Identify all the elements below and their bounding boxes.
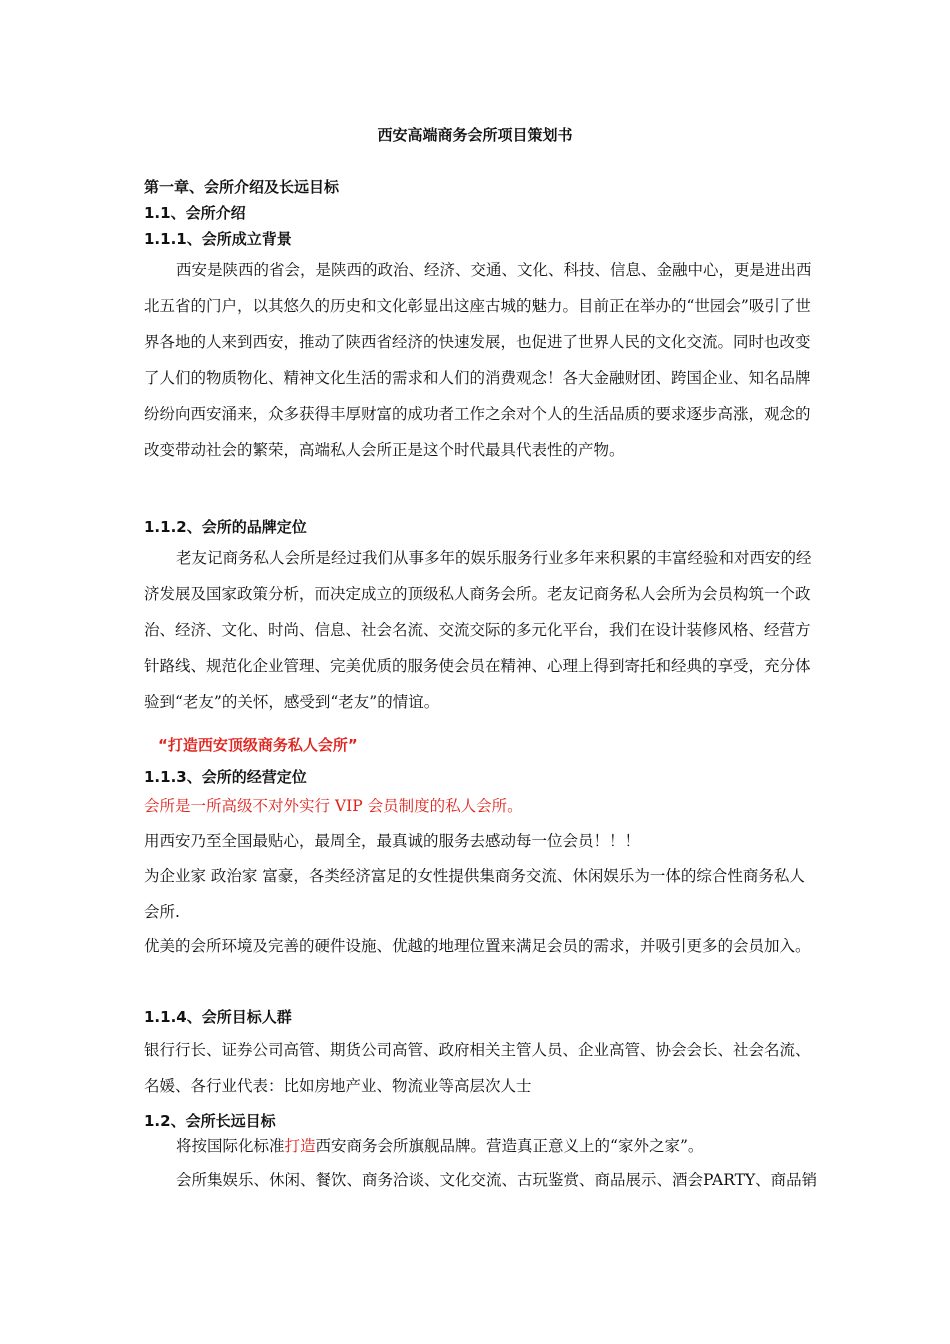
operation-statement-vip: 会所是一所高级不对外实行 VIP 会员制度的私人会所。 <box>144 797 523 815</box>
operation-statement-audience: 为企业家 政治家 富豪，各类经济富足的女性提供集商务交流、休闲娱乐为一体的综合性商务私人会所. <box>144 867 805 921</box>
paragraph-brand: 老友记商务私人会所是经过我们从事多年的娱乐服务行业多年来积累的丰富经验和对西安的经济发展及国家政策分析，而决定成立的顶级私人商务会所。老友记商务私人会所为会员构筑一个政治、经济、文化、时尚、信息、社会名流、交流交际的多元化平台，我们在设计装修风格、经营方针路线、规范化企业管理、完美优质的服务使会员在精神、心理上得到寄托和经典的享受，充分体验到“老友”的关怀，感受到“老友”的情谊。 <box>144 549 812 711</box>
section-heading-1-1-2: 1.1.2、会所的品牌定位 <box>144 518 307 536</box>
section-heading-1-1: 1.1、会所介绍 <box>144 204 246 222</box>
operation-statement-environment: 优美的会所环境及完善的硬件设施、优越的地理位置来满足会员的需求，并吸引更多的会员加入。 <box>144 937 811 955</box>
paragraph-target-group: 银行行长、证券公司高管、期货公司高管、政府相关主管人员、企业高管、协会会长、社会名流、名媛、各行业代表：比如房地产业、物流业等高层次人士 <box>144 1041 811 1095</box>
operation-statement-service: 用西安乃至全国最贴心，最周全，最真诚的服务去感动每一位会员！！！ <box>144 832 641 850</box>
chapter-heading: 第一章、会所介绍及长远目标 <box>144 178 340 196</box>
document-title: 西安高端商务会所项目策划书 <box>377 126 573 144</box>
goal-line-2: 会所集娱乐、休闲、餐饮、商务洽谈、文化交流、古玩鉴赏、商品展示、酒会PARTY、商品销 <box>176 1171 818 1189</box>
section-heading-1-1-1: 1.1.1、会所成立背景 <box>144 230 292 248</box>
section-heading-1-2: 1.2、会所长远目标 <box>144 1112 276 1130</box>
section-heading-1-1-4: 1.1.4、会所目标人群 <box>144 1008 292 1026</box>
slogan: “打造西安顶级商务私人会所” <box>158 736 358 754</box>
paragraph-background: 西安是陕西的省会，是陕西的政治、经济、交通、文化、科技、信息、金融中心，更是进出西北五省的门户，以其悠久的历史和文化彰显出这座古城的魅力。目前正在举办的“世园会”吸引了世界各地的人来到西安，推动了陕西省经济的快速发展，也促进了世界人民的文化交流。同时也改变了人们的物质物化、精神文化生活的需求和人们的消费观念！各大金融财团、跨国企业、知名品牌纷纷向西安涌来，众多获得丰厚财富的成功者工作之余对个人的生活品质的要求逐步高涨，观念的改变带动社会的繁荣，高端私人会所正是这个时代最具代表性的产物。 <box>144 261 812 459</box>
section-heading-1-1-3: 1.1.3、会所的经营定位 <box>144 768 307 786</box>
goal-line-1: 将按国际化标准打造西安商务会所旗舰品牌。营造真正意义上的“家外之家”。 <box>176 1137 704 1155</box>
